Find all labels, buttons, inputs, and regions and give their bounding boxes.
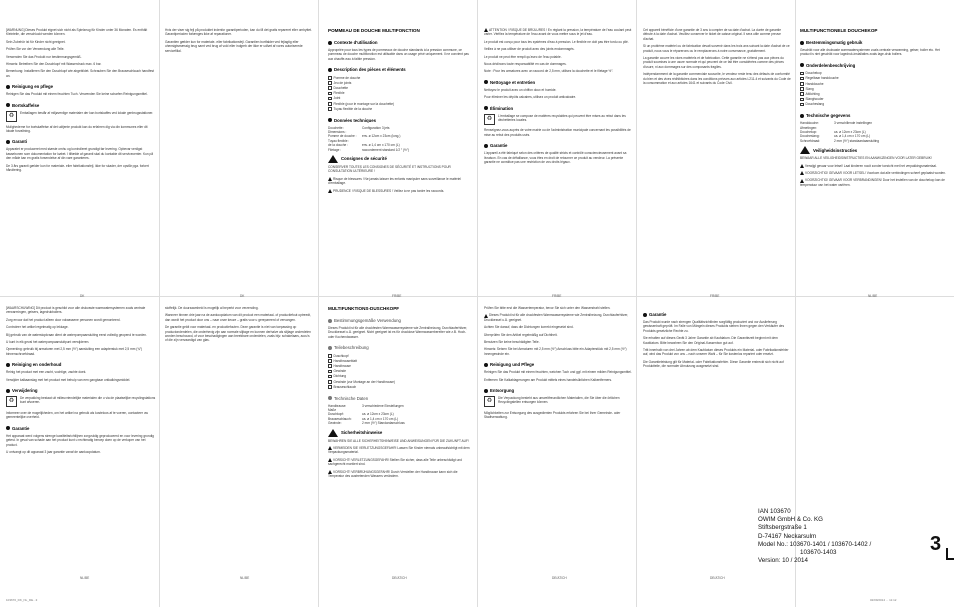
section-heading: Teilebeschreibung bbox=[328, 345, 473, 350]
warranty-text: La garantie couvre les vices matériels et de fabrication. Cette garantie ne s'étend pas aux pièces du produit soumises à une usure normale et qui peuvent de ce fait être considérées comme des pièces d'usure, ni aux dommages sur des composants fragiles. bbox=[643, 56, 784, 69]
page-number: DE/AT/CH bbox=[710, 576, 725, 580]
disposal-note: Möglichkeiten zur Entsorgung des ausgedienten Produkts erfahren Sie bei Ihrer Gemeinde- oder Stadtverwaltung. bbox=[484, 410, 621, 420]
section-heading: Garantie bbox=[484, 143, 632, 148]
list-item: Handdouche bbox=[800, 81, 948, 86]
section-heading: Verwijdering bbox=[6, 388, 156, 393]
checkbox-icon bbox=[328, 102, 332, 106]
safety-heading-row bbox=[328, 155, 473, 163]
bullet-dot-icon bbox=[328, 41, 332, 45]
list-item: Regelbaar handdouche bbox=[800, 76, 948, 81]
section-heading: Technische Daten bbox=[328, 396, 473, 401]
disposal-note: Informeer over de mogelijkheden, om het artikel na gebruik als kosteloos af te voeren, contacteer uw gemeentelijke overheid. bbox=[6, 410, 148, 420]
note-text: Note : Pour les armatures avec un raccord de 2,5 mm, utilisez la douchette et le filetage ½″. bbox=[484, 69, 614, 74]
page-number: DE/AT/CH bbox=[392, 576, 407, 580]
section-title: MULTIFUNCTIONELE DOUCHEKOP bbox=[800, 28, 878, 33]
checkbox-icon bbox=[328, 97, 332, 101]
list-item: Doucheslang bbox=[800, 102, 948, 107]
section-heading: Données techniques bbox=[328, 118, 473, 123]
list-item: Slang bbox=[800, 86, 948, 91]
page-number: DK bbox=[240, 294, 245, 298]
top-col-2 bbox=[165, 28, 313, 283]
safety-item: VERMEIDEN SIE VERLETZUNGSGEFAHR! Lassen Sie Kinder niemals unbeaufsichtigt mit dem Verpackungsmaterial. bbox=[328, 445, 470, 455]
section-heading-disposal: Bortskaffelse bbox=[6, 103, 156, 108]
model-number: Model No.: 103670-1401 / 103670-1402 / bbox=[758, 540, 872, 548]
list-item: Tuyau flexible de la douche bbox=[328, 106, 473, 111]
checkbox-icon bbox=[800, 77, 804, 81]
checkbox-icon bbox=[328, 370, 332, 374]
checkbox-icon bbox=[328, 380, 332, 384]
recycling-icon: ♻ bbox=[484, 396, 495, 407]
section-heading: Veiligheidsinstructies bbox=[813, 147, 858, 153]
section-heading: Sicherheitshinweise bbox=[341, 430, 383, 436]
spec-table: Douchette : Configuration 3 jets Dimensions : Pomme de douche : env. ø 12cm x 23cm (long.) Tuyau flexible : de la douche : env. ø 1,4 cm x 170 cm (L) Filetage : raccordement standard 1/2 ″ (½″) bbox=[328, 125, 409, 152]
parts-list bbox=[800, 71, 948, 107]
safety-item: VORSICHT! VERLETZUNGSGEFAHR! Stellen Sie sicher, dass alle Teile unbeschädigt und sachgerecht montiert sind. bbox=[328, 457, 462, 467]
cover-number: 3 bbox=[930, 533, 942, 555]
warranty-text: Cet appareil bénéficie d'une garantie de 3 ans à compter de sa date d'achat. La durée de garantie débute à la date d'achat. Veuillez conserver le ticket de caisse original. Il sera utile comme preuve d'achat. bbox=[643, 28, 782, 41]
bullet: Bij gebruik van de waterstopkraan dient de waterpompaansluiting eerst volledig geopend te worden. bbox=[6, 332, 147, 337]
section-title: MULTIFUNKTIONS-DUSCHKOPF bbox=[328, 306, 400, 311]
bullet-dot-icon bbox=[800, 41, 804, 45]
intended-use-text: Appropriée pour tous les types de pommeaux de douche standards à la pression commune, ce pommeau de douche multifonction est utilisable dans un usage privé uniquement. Il ne convient pas aux chauffe-eau à faible pression. bbox=[328, 48, 469, 61]
safety-text: BEWAAR ALLE VEILIGHEIDSINSTRUCTIES EN AANWIJZINGEN VOOR LATER GEBRUIK! bbox=[800, 156, 932, 161]
list-item: Duschkopf bbox=[328, 353, 473, 358]
bullet-dot-icon bbox=[6, 363, 10, 367]
list-item: Handbrause bbox=[328, 364, 473, 369]
bullet: Benutzen Sie keine beschädigten Teile. bbox=[484, 340, 540, 345]
bullet-dot-icon bbox=[800, 114, 804, 118]
checkbox-icon bbox=[800, 92, 804, 96]
corner-mark-icon bbox=[946, 548, 954, 560]
bullet: U kunt in elk geval het waterpompaansluitpunt verwijderen. bbox=[6, 340, 90, 345]
checkbox-icon bbox=[328, 359, 332, 363]
safety-item: PRUDENCE ! RISQUE DE BLESSURES ! Veillez à ne pas tordre les raccords. bbox=[328, 189, 473, 193]
bullet-dot-icon bbox=[6, 140, 10, 144]
bullet: Verwijder kalkaanslag met het product met behulp van een gangbaar ontkalkingsmiddel. bbox=[6, 377, 131, 382]
safety-item: Risque de blessures ! Ne jamais laisser les enfants manipuler sans surveillance le matériel d'emballage. bbox=[328, 176, 461, 186]
spec-table: Handdouche: 3 verschillende instellingen Afmetingen: Douchekop: ca. ø 12cm x 23cm (L) Doucheslang: ca. ø 1,4 cm x 170 cm (L) Schroefdraad: 2 mm (½″) standaardaansluiting bbox=[800, 121, 880, 143]
section-heading-warranty: Garanti bbox=[6, 139, 156, 144]
list-item: Douchette bbox=[328, 86, 473, 91]
spec-table: Handbrause: 3 verschiedene Einstellungen Maße Duschkopf: ca. ø 12cm x 23cm (L) Brauseschlauch: ca. ø 1,4 cm x 170 cm (L) Gewinde: 2 mm (½″) Standardanschluss bbox=[328, 403, 405, 426]
disposal-text: L'emballage se compose de matières recyclables qui peuvent être mises au rebut dans les déchetteries locales. bbox=[498, 113, 626, 123]
bullet: Überprüfen Sie den Artikel regelmäßig auf Dichtheit. bbox=[484, 332, 558, 337]
bullet-dot-icon bbox=[6, 85, 10, 89]
list-item: Afdichting bbox=[800, 92, 948, 97]
list-item: Dichtung bbox=[328, 374, 473, 379]
section-heading: Garantie bbox=[6, 426, 156, 431]
company-city: D-74167 Neckarsulm bbox=[758, 532, 817, 540]
disposal-text: Die Verpackung besteht aus umweltfreundlichen Materialien, die Sie über die örtlichen Recyclingstellen entsorgen können. bbox=[498, 396, 620, 405]
top-col-6 bbox=[800, 28, 948, 283]
section-heading-cleaning: Reinigung en pflege bbox=[6, 84, 156, 89]
list-item: Slanghouder bbox=[800, 97, 948, 102]
section-heading: Bestimmungsgemäße Verwendung bbox=[328, 318, 473, 323]
disposal-row bbox=[6, 396, 156, 408]
warning-triangle-icon bbox=[800, 164, 804, 168]
bullet-dot-icon bbox=[6, 389, 10, 393]
bottom-col-3 bbox=[328, 306, 473, 561]
warranty-text: Indépendamment de la garantie commerciale souscrite, le vendeur reste tenu des défauts de conformité du bien et des vices rédhibitoires dans les conditions prévues aux articles L211-4 et suivants du Code de la consommation et aux articles 1641 et suivants du Code Civil. bbox=[643, 72, 791, 86]
list-item: Douchekop bbox=[800, 71, 948, 76]
list-item: Brauseschlauch bbox=[328, 384, 473, 389]
safety-item: Verwijgl gevaar voor letsel! Laat kinderen nooit zonder toezicht met het verpakkingsmateriaal. bbox=[800, 164, 948, 168]
page-number: DK bbox=[80, 294, 85, 298]
top-col-5 bbox=[643, 28, 791, 283]
section-heading: Onderdelenbeschrijving bbox=[800, 63, 948, 68]
bullet: Verwenden Sie das Produkt nur bestimmungsgemäß. bbox=[6, 54, 82, 59]
safety-text: Prüfen Sie bitte erst die Wassertemperatur, bevor Sie sich unter den Wasserstrahl stellen. bbox=[484, 306, 611, 310]
checkbox-icon bbox=[800, 82, 804, 86]
section-heading: Garantie bbox=[643, 312, 791, 317]
section-heading: Consignes de sécurité bbox=[341, 156, 387, 162]
section-heading: Technische gegevens bbox=[800, 113, 948, 118]
ian-number: IAN 103670 bbox=[758, 508, 791, 515]
horizontal-fold-line bbox=[0, 296, 954, 297]
bullet: Achten Sie darauf, dass die Dichtungen korrekt eingesetzt sind. bbox=[484, 325, 574, 330]
checkbox-icon bbox=[328, 76, 332, 80]
list-item: Joint bbox=[328, 96, 473, 101]
warning-triangle-icon bbox=[328, 189, 332, 193]
cleaning-text: Reinigen Sie das Produkt mit einem feuchten Tuch. Verwenden Sie keine scharfen Reinigungsmittel. bbox=[6, 92, 148, 97]
warranty-text: Garantien gælder kun for materiale- eller fabrikationsfejl. Garantien bortfalder ved fejlagtig eller uhensigtsmæssig brug samt ved brug af vold eller indgreb der ikke er udført af vores autoriserede servicefilial. bbox=[165, 39, 303, 53]
warranty-text: Si un problème matériel ou de fabrication devait survenir dans les trois ans suivant la date d'achat de ce produit, nous vous le réparerons ou le remplacerons à notre convenance, gratuitement. bbox=[643, 44, 790, 53]
disposal-row bbox=[6, 111, 156, 122]
disposal-text: De verpakking bestaat uit milieuvriendelijke materialen die u via de plaatselijke recyclingstations kunt afvoeren. bbox=[20, 396, 156, 405]
warranty-text: De 3 års garanti gælder kun for materiale- eller fabrikationsfejl, ikke for skader, der opstår pga. forkert håndtering. bbox=[6, 163, 149, 173]
checkbox-icon bbox=[328, 107, 332, 111]
page-number: FR/BE bbox=[552, 294, 562, 298]
version: Version: 10 / 2014 bbox=[758, 557, 808, 565]
checkbox-icon bbox=[328, 385, 332, 389]
warranty-text: Sie erhalten auf dieses Gerät 3 Jahre Garantie ab Kaufdatum. Die Garantiezeit beginnt mit dem Kaufdatum. Bitte bewahren Sie den Original-Kassenbon gut auf. bbox=[643, 336, 778, 345]
recycling-icon: ♻ bbox=[484, 114, 495, 125]
safety-text: CONSERVER TOUTES LES CONSIGNES DE SÉCURITÉ ET INSTRUCTIONS POUR CONSULTATION ULTÉRIEURE ! bbox=[328, 164, 451, 174]
bullet: Pour éliminer les dépôts calcaires, utilisez un produit anticalcaire. bbox=[484, 95, 577, 100]
product-info-block bbox=[758, 508, 942, 565]
bottom-col-4 bbox=[484, 306, 632, 561]
section-heading: Contexte d'utilisation bbox=[328, 40, 473, 45]
section-heading: Nettoyage et entretien bbox=[484, 80, 632, 85]
checkbox-icon bbox=[800, 98, 804, 102]
bullet-dot-icon bbox=[328, 68, 332, 72]
recycling-icon: ♻ bbox=[6, 111, 17, 122]
bullet-dot-icon bbox=[484, 80, 488, 84]
warning-triangle-icon bbox=[328, 429, 338, 437]
safety-item: Dieses Produkt ist für alle druckfesten Warmwassersysteme wie Zentralheizung, Durchlauferhitzer, Druckkessel u.Ä. geeignet. bbox=[484, 313, 629, 322]
bullet: Entfernen Sie Kalkablagerungen am Produkt mittels eines handelsüblichen Kalkentferners. bbox=[484, 377, 612, 382]
bullet-dot-icon bbox=[484, 144, 488, 148]
print-timestamp: 02/09/2014 ... 11:12 bbox=[870, 598, 897, 602]
page-number: DE/AT/CH bbox=[552, 576, 567, 580]
checkbox-icon bbox=[328, 354, 332, 358]
list-item: Handbrauseblatt bbox=[328, 358, 473, 363]
section-heading: Reiniging en onderhoud bbox=[6, 362, 156, 367]
warranty-text: stoffelijk. De duurzaamheid is mogelijk al beperkt voor verzending. bbox=[165, 306, 259, 310]
top-half bbox=[0, 28, 954, 298]
safety-heading-row bbox=[800, 146, 948, 154]
safety-item: ATTENTION ! RISQUE DE BRÛLURES ! En réglant la pression, la température de l'eau coulant peut varier. Vérifiez la température de l'eau avant de vous mettre sous le jet d'eau. bbox=[484, 28, 632, 37]
model-number-cont: 103670-1403 bbox=[800, 549, 837, 557]
top-col-3 bbox=[328, 28, 473, 283]
warning-text: [WARNUNG] Dieses Produkt eignet sich nicht als Spielzeug für Kinder unter 36 Monaten. Es enthält Kleinteile, die verschluckt werden können. bbox=[6, 28, 148, 37]
intended-use-text: Dieses Produkt ist für alle druckfesten Warmwassersysteme wie Zentralheizung, Durchlauferhitzer, Druckkessel u.Ä. geeignet. Nicht geeignet ist es für drucklose Warmwasserbereiter wie z.B. Hoch- oder Kochendwasser. bbox=[328, 326, 468, 339]
safety-item: VOORZICHTIG! GEVAAR VOOR LETSEL! Voorkom dat alle verbindingen scheef geplaatst worden. bbox=[800, 171, 948, 175]
section-heading: Entsorgung bbox=[484, 388, 632, 393]
bullet: Reinigen Sie das Produkt mit einem feuchten, weichen Tuch und ggf. mit einem milden Reinigungsmittel. bbox=[484, 370, 632, 375]
top-col-4 bbox=[484, 28, 632, 283]
list-item: Flexible bbox=[328, 91, 473, 96]
bullet-dot-icon bbox=[328, 346, 332, 350]
warning-triangle-icon bbox=[328, 155, 338, 163]
remark-text: Bemerkung: Installieren Sie den Duschkopf wie abgebildet. Schrauben Sie den Brauseschlauch handfest an. bbox=[6, 69, 154, 78]
remark-text: Opmerking: gebruik bij armaturen met 2,5 mm (½″) aansluiting een adapterstuk met 2,5 mm (¾″) binnenschroefdraad. bbox=[6, 347, 143, 356]
bullet: Nettoyez le produit avec un chiffon doux et humide. bbox=[484, 87, 557, 92]
disposal-row bbox=[484, 114, 632, 126]
page-number: NL/BE bbox=[80, 576, 90, 580]
bullet-dot-icon bbox=[484, 363, 488, 367]
section-heading: Description des pièces et éléments bbox=[328, 67, 473, 72]
checkbox-icon bbox=[328, 92, 332, 96]
warranty-text: Das Produkt wurde nach strengen Qualitätsrichtlinien sorgfältig produziert und vor Auslieferung gewissenhaft geprüft. Im Falle von Mängeln dieses Produkts stehen Ihnen gegen den Verkäufer des Produkts gesetzliche Rechte zu. bbox=[643, 320, 785, 333]
top-col-1 bbox=[6, 28, 156, 283]
bullet: Sein Zubehör ist für Kinder nicht geeignet. bbox=[6, 39, 66, 44]
parts-list bbox=[328, 75, 473, 111]
bullet: Le produit ne peut être rempli qu'avec de l'eau potable. bbox=[484, 54, 562, 59]
bullet-dot-icon bbox=[6, 103, 10, 107]
warranty-text: Het apparaat werd volgens strenge kwaliteitsrichtlijnen zorgvuldig geproduceerd en voor levering grondig getest. In geval van schade aan het product kunt u rechtmatig beroep doen op de verkoper van het product. bbox=[6, 433, 154, 447]
section-heading: Reinigung und Pflege bbox=[484, 362, 632, 367]
disposal-text: Emballagen består af miljøvenlige materialer der kan bortskaffes ved lokale genbrugsstationer. bbox=[20, 110, 154, 115]
section-heading: Bestemmingsmatig gebruik bbox=[800, 40, 948, 45]
page-number: FR/BE bbox=[392, 294, 402, 298]
bullet: Hinweis: Betreiben Sie den Duschkopf mit Wasserdruck max. 6 bar. bbox=[6, 62, 102, 67]
list-item: Jeu de joints bbox=[328, 80, 473, 85]
page-number: FR/BE bbox=[710, 294, 720, 298]
safety-item: VORSICHT! VERBRÜHUNGSGEFAHR! Durch Verstellen der Handbrause kann sich die Temperatur des austretenden Wassers verändern. bbox=[328, 469, 458, 478]
bullet-dot-icon bbox=[484, 106, 488, 110]
bullet: Reinig het product met een zacht, vochtige, zachte doek. bbox=[6, 370, 87, 375]
bottom-col-2 bbox=[165, 306, 313, 561]
bullet-dot-icon bbox=[6, 426, 10, 430]
list-item: Flexible (pour le montage sur la douchette) bbox=[328, 101, 473, 106]
checkbox-icon bbox=[800, 87, 804, 91]
parts-list bbox=[328, 353, 473, 389]
warranty-text: L'appareil a été fabriqué selon des critères de qualité stricts et contrôlé consciencieusement avant sa livraison. En cas de défaillance, vous êtes en droit de retourner ce produit au vendeur. La présente garantie ne constitue pas une restriction de vos droits légaux. bbox=[484, 151, 627, 165]
safety-item: VOORZICHTIG! GEVAAR VOOR VERBRANDINGEN! Door het instellen van de douchekop kan de temperatuur van het water variëren. bbox=[800, 178, 945, 187]
section-heading: Élimination bbox=[484, 106, 632, 111]
checkbox-icon bbox=[328, 364, 332, 368]
safety-item: Le produit est conçu pour tous les systèmes d'eau à pression. Le flexible ne doit pas être tordu ou plié. bbox=[484, 39, 629, 44]
checkbox-icon bbox=[328, 86, 332, 90]
intended-use-text: Geschikt voor alle drukvaste warmwatersystemen zoals centrale verwarming, geiser, boiler etc. Het product is niet geschikt voor lagedruk-installaties zoals lage-druk boilers. bbox=[800, 48, 940, 57]
bullet-dot-icon bbox=[643, 313, 647, 317]
list-item: Gewinde (zur Montage an der Handbrause) bbox=[328, 379, 473, 384]
checkbox-icon bbox=[800, 103, 804, 107]
warning-text: [WAARSCHUWING] Dit product is geschikt voor alle drukvaste warmwatersystemen zoals centrale verwarmingen, geisers, lagedrukboilers. bbox=[6, 306, 146, 315]
checkbox-icon bbox=[328, 375, 332, 379]
bullet-dot-icon bbox=[328, 118, 332, 122]
warning-triangle-icon bbox=[800, 171, 804, 175]
bullet: Nous déclinons toute responsabilité en cas de dommages. bbox=[484, 62, 567, 67]
warning-triangle-icon bbox=[800, 146, 810, 154]
disposal-note: Mulighederne for bortskaffelse af det udtjente produkt kan du erfahren dig via din kommunes eller dit lokale forvaltning. bbox=[6, 124, 148, 134]
bullet: Veillez à ne pas utiliser de produit avec des joints endommagés. bbox=[484, 47, 575, 52]
bottom-col-1 bbox=[6, 306, 156, 561]
checkbox-icon bbox=[800, 72, 804, 76]
list-item: Gewinde bbox=[328, 369, 473, 374]
warranty-text: Apparatet er produceret med største omhu og kontrolleret grundigt før levering. Opbevar venligst kassebonen som dokumentation for købet. I tilfælde af garanti skal du kontakte dit servicecenter. Kun på den måde kan en gratis forsendelse af din vare garanteres. bbox=[6, 147, 154, 161]
warranty-text: Tritt innerhalb von drei Jahren ab dem Kaufdatum dieses Produkts ein Material- oder Fabrikationsfehler auf, wird das Produkt von uns – nach unserer Wahl – für Sie kostenlos repariert oder ersetzt. bbox=[643, 348, 789, 357]
bullet-dot-icon bbox=[328, 319, 332, 323]
warranty-text: Wanneer binnen drie jaar na de aankoopdatum van dit product een materiaal- of productiefout optreedt, dan wordt het product door ons – naar onze keuze – gratis voor u gerepareerd of vervangen. bbox=[165, 313, 311, 322]
company-name: OWIM GmbH & Co. KG bbox=[758, 516, 823, 524]
disposal-row bbox=[484, 396, 632, 408]
list-item: Pomme de douche bbox=[328, 75, 473, 80]
checkbox-icon bbox=[328, 81, 332, 85]
company-street: Stiftsbergstraße 1 bbox=[758, 524, 807, 532]
page-number: NL/BE bbox=[868, 294, 878, 298]
safety-text: BEWAHREN SIE ALLE SICHERHEITSHINWEISE UND ANWEISUNGEN FÜR DIE ZUKUNFT AUF! bbox=[328, 438, 469, 443]
recycling-icon: ♻ bbox=[6, 396, 17, 407]
page-number: NL/BE bbox=[240, 576, 250, 580]
bullet: Prüfen Sie vor der Verwendung alle Teile. bbox=[6, 47, 65, 52]
bullet-dot-icon bbox=[328, 396, 332, 400]
print-slug: 103670_DK_NL_DE...3 bbox=[6, 598, 38, 602]
safety-heading-row bbox=[328, 429, 473, 437]
bullet-dot-icon bbox=[800, 63, 804, 67]
warranty-text: Hvis der viser sig fejl på produktet indenfor garantiperioden, kan du få det gratis repareret eller ombyttet. Garantiperioden forlænges ikke af reparationer. bbox=[165, 28, 312, 37]
bullet: Controleer het artikel regelmatig op lekkage. bbox=[6, 325, 69, 330]
warranty-text: De garantie geldt voor materiaal- en productiefouten. Deze garantie is niet van toepassing op productonderdelen, die onderhevig zijn aan normale slijtage en kunnen derhalve als slijtage onderdelen worden beschouwd, of voor beschadigingen aan breekbare onderdelen, zoals bijv. schakelaars, accu's of die zijn vervaardigd van glas. bbox=[165, 325, 311, 343]
warranty-text: U ontvangt op dit apparaat 3 jaar garantie vanaf de aankoopdatum. bbox=[6, 449, 101, 454]
disposal-note: Renseignez-vous auprès de votre mairie ou de l'administration municipale concernant les possibilités de mise au rebut des produits usés. bbox=[484, 128, 631, 137]
section-title: POMMEAU DE DOUCHE MULTIFONCTION bbox=[328, 28, 420, 33]
warranty-text: Die Garantieleistung gilt für Material- oder Fabrikationsfehler. Diese Garantie erstreckt sich nicht auf Produktteile, die normaler Abnutzung ausgesetzt sind. bbox=[643, 359, 784, 369]
note-text: Hinweis: Setzen Sie bei Armaturen mit 2,5 mm (½″) Anschluss bitte ein Adapterstück mit 2,5 mm (½″) Innengewinde ein. bbox=[484, 347, 627, 356]
bullet: Zorg ervoor dat het product alleen door volwassene personen wordt gemonteerd. bbox=[6, 317, 121, 322]
bullet-dot-icon bbox=[484, 389, 488, 393]
